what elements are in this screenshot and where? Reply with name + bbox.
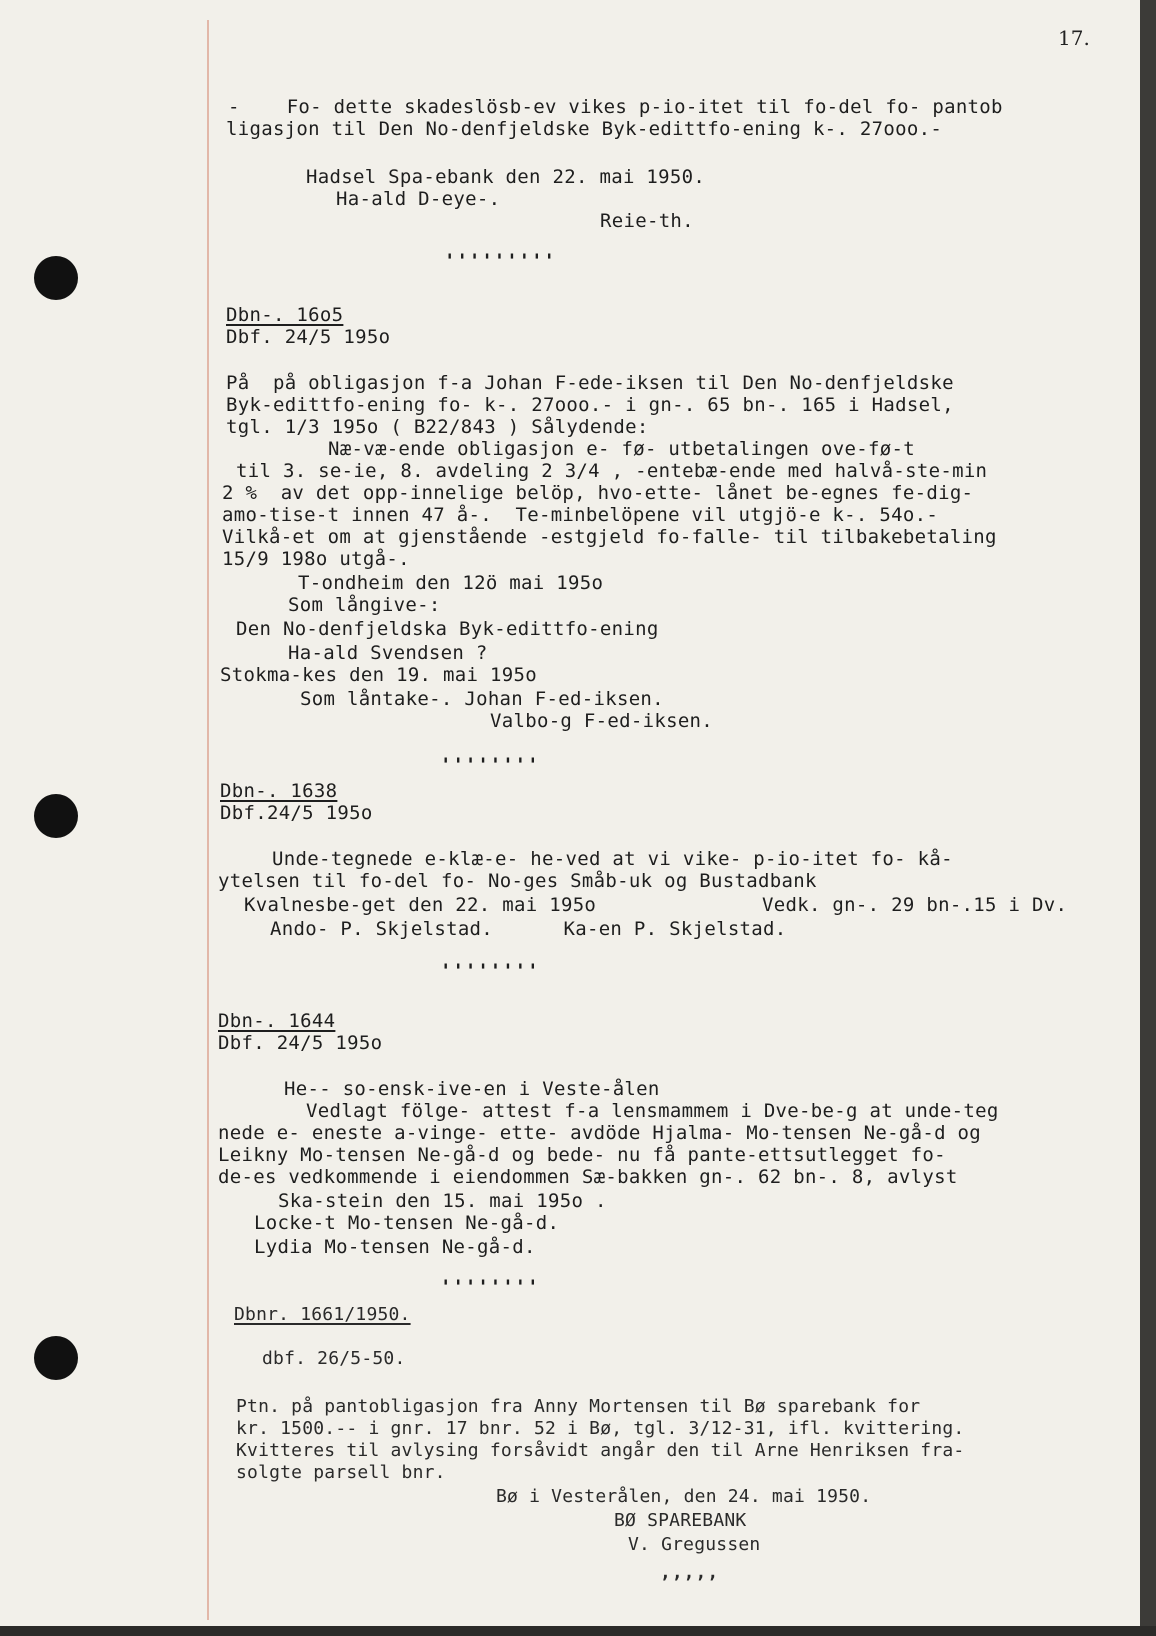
text-line: Ska-stein den 15. mai 195o .: [278, 1190, 607, 1212]
text-line: - Fo- dette skadeslösb-ev vikes p-io-itet til fo-del fo- pantob: [228, 96, 1003, 118]
text-line: Reie-th.: [600, 210, 694, 232]
text-line: kr. 1500.-- i gnr. 17 bnr. 52 i Bø, tgl. 3/12-31, ifl. kvittering.: [236, 1418, 965, 1439]
entry-date: Dbf. 24/5 195o: [226, 326, 391, 348]
text-line: Den No-denfjeldska Byk-edittfo-ening: [236, 618, 659, 640]
text-line: Ha-ald Svendsen ?: [288, 642, 488, 664]
punch-hole: [34, 256, 78, 300]
text-line: tgl. 1/3 195o ( B22/843 ) Sålydende:: [226, 416, 649, 438]
text-line: 2 % av det opp-innelige belöp, hvo-ette- lånet be-egnes fe-dig-: [222, 482, 974, 504]
text-line: solgte parsell bnr.: [236, 1462, 446, 1483]
text-line: Kvalnesbe-get den 22. mai 195o: [244, 894, 597, 916]
entry-date: Dbf.24/5 195o: [220, 802, 373, 824]
text-line: Valbo-g F-ed-iksen.: [490, 710, 714, 732]
text-line: de-es vedkommende i eiendommen Sæ-bakken gn-. 62 bn-. 8, avlyst: [218, 1166, 958, 1188]
entry-number: Dbn-. 1638: [220, 780, 338, 802]
text-line: nede e- eneste a-vinge- ette- avdöde Hjalma- Mo-tensen Ne-gå-d og: [218, 1122, 982, 1144]
text-line: Byk-edittfo-ening fo- k-. 27ooo.- i gn-. 65 bn-. 165 i Hadsel,: [226, 394, 954, 416]
text-line: Unde-tegnede e-klæ-e- he-ved at vi vike- p-io-itet fo- kå-: [272, 848, 953, 870]
text-line: BØ SPAREBANK: [614, 1510, 747, 1531]
text-line: Vilkå-et om at gjenstående -estgjeld fo-falle- til tilbakebetaling: [222, 526, 997, 548]
text-line: T-ondheim den 12ö mai 195o: [298, 572, 604, 594]
text-line: Ha-ald D-eye-.: [336, 188, 501, 210]
text-line: Hadsel Spa-ebank den 22. mai 1950.: [306, 166, 706, 188]
page-number: 17.: [1058, 26, 1090, 50]
separator: '''''''': [440, 754, 540, 776]
separator: ,,,,,: [660, 1562, 720, 1583]
text-line: Bø i Vesterålen, den 24. mai 1950.: [496, 1486, 872, 1507]
punch-hole: [34, 1336, 78, 1380]
text-line: 15/9 198o utgå-.: [222, 548, 410, 570]
separator: ''''''''': [444, 250, 556, 272]
separator: '''''''': [440, 960, 540, 982]
text-line: Leikny Mo-tensen Ne-gå-d og bede- nu få pante-ettsutlegget fo-: [218, 1144, 946, 1166]
text-line: Kvitteres til avlysing forsåvidt angår den til Arne Henriksen fra-: [236, 1440, 965, 1461]
text-line: ligasjon til Den No-denfjeldske Byk-edittfo-ening k-. 27ooo.-: [226, 118, 943, 140]
text-line: Lydia Mo-tensen Ne-gå-d.: [254, 1236, 536, 1258]
page-edge-shadow: [1140, 0, 1156, 1636]
entry-date: Dbf. 24/5 195o: [218, 1032, 383, 1054]
entry-number: Dbn-. 1644: [218, 1010, 336, 1032]
page-edge-shadow: [0, 1626, 1156, 1636]
separator: '''''''': [440, 1276, 540, 1298]
text-line: He-- so-ensk-ive-en i Veste-ålen: [284, 1078, 660, 1100]
text-line: Som långive-:: [288, 594, 441, 616]
text-line: Stokma-kes den 19. mai 195o: [220, 664, 537, 686]
text-line: Som låntake-. Johan F-ed-iksen.: [300, 688, 664, 710]
text-line: På på obligasjon f-a Johan F-ede-iksen til Den No-denfjeldske: [226, 372, 954, 394]
punch-hole: [34, 794, 78, 838]
text-line: til 3. se-ie, 8. avdeling 2 3/4 , -entebæ-ende med halvå-ste-min: [236, 460, 988, 482]
entry-date: dbf. 26/5-50.: [262, 1348, 406, 1369]
text-line: Ando- P. Skjelstad. Ka-en P. Skjelstad.: [270, 918, 787, 940]
text-line: V. Gregussen: [628, 1534, 761, 1555]
text-line: ytelsen til fo-del fo- No-ges Småb-uk og Bustadbank: [218, 870, 817, 892]
text-line: Locke-t Mo-tensen Ne-gå-d.: [254, 1212, 560, 1234]
text-line: Vedk. gn-. 29 bn-.15 i Dv.: [762, 894, 1068, 916]
entry-number: Dbnr. 1661/1950.: [234, 1304, 411, 1325]
entry-number: Dbn-. 16o5: [226, 304, 344, 326]
margin-line: [207, 20, 209, 1620]
text-line: amo-tise-t innen 47 å-. Te-minbelöpene vil utgjö-e k-. 54o.-: [222, 504, 939, 526]
text-line: Næ-væ-ende obligasjon e- fø- utbetalingen ove-fø-t: [328, 438, 915, 460]
text-line: Ptn. på pantobligasjon fra Anny Mortensen til Bø sparebank for: [236, 1396, 921, 1417]
text-line: Vedlagt fölge- attest f-a lensmammem i Dve-be-g at unde-teg: [306, 1100, 999, 1122]
